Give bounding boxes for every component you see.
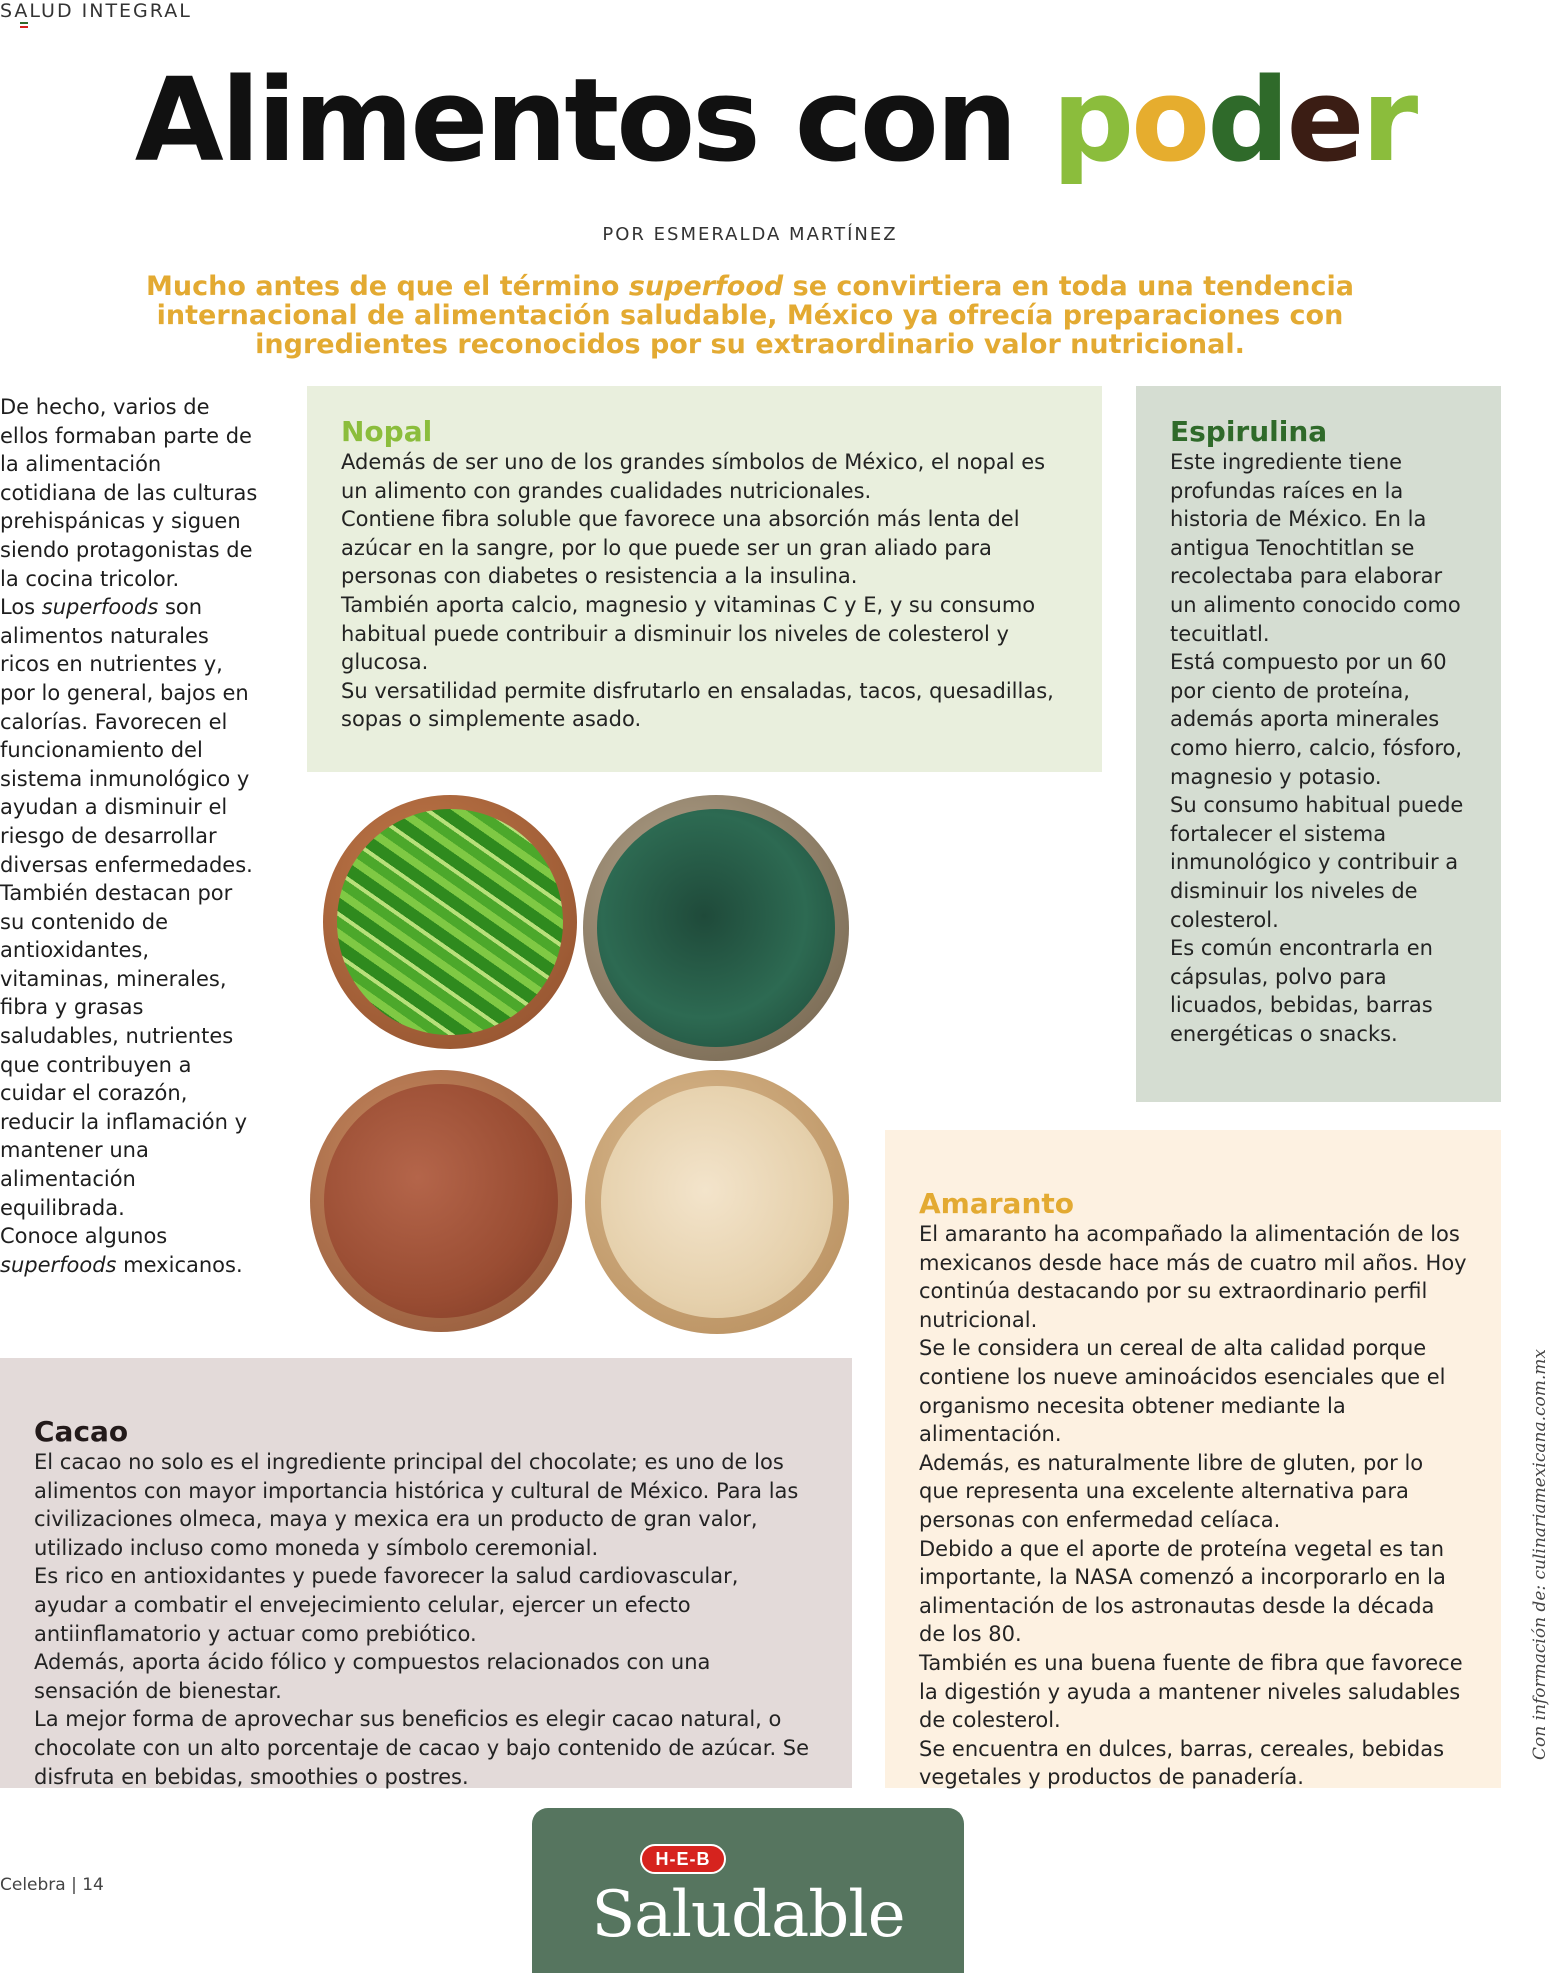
intro-paragraph (0, 593, 262, 879)
amaranto-paragraph: Además, es naturalmente libre de gluten, por lo que representa una excelente alternativa para personas con enfermedad celíaca. (919, 1450, 1424, 1532)
intro-paragraph (0, 1222, 262, 1279)
title-letter: p (1051, 54, 1132, 188)
espirulina-paragraph: Es común encontrarla en cápsulas, polvo para licuados, bebidas, barras energéticas o snacks. (1170, 936, 1433, 1046)
nopal-paragraph: Además de ser uno de los grandes símbolos de México, el nopal es un alimento con grandes cualidades nutricionales. (341, 450, 1046, 503)
mexico-flag-icon (20, 22, 28, 28)
amaranto-grains (601, 1086, 833, 1318)
byline: POR ESMERALDA MARTÍNEZ (602, 224, 898, 245)
intro-emphasis: superfoods (0, 1252, 117, 1277)
espirulina-paragraph: Su consumo habitual puede fortalecer el sistema inmunológico y contribuir a disminuir los niveles de colesterol. (1170, 793, 1464, 932)
intro-column (0, 393, 262, 1279)
page-title (0, 54, 1550, 188)
cacao-paragraph: Además, aporta ácido fólico y compuestos relacionados con una sensación de bienestar. (34, 1650, 711, 1703)
page-number: Celebra | 14 (0, 1875, 104, 1895)
intro-paragraph: De hecho, varios de ellos formaban parte de la alimentación cotidiana de las culturas prehispánicas y siguen siendo protagonistas de la cocina tricolor. (0, 395, 258, 591)
espirulina-heading: Espirulina (1170, 415, 1328, 448)
cacao-box (0, 1358, 852, 1788)
amaranto-paragraph: Se encuentra en dulces, barras, cereales, bebidas vegetales y productos de panadería. (919, 1736, 1445, 1790)
title-letter: e (1286, 54, 1362, 188)
brand-name: Saludable (591, 1878, 905, 1952)
source-credit-text: Con información de: culinariamexicana.com.mx (1530, 1349, 1550, 1760)
nopal-bowl-image (323, 795, 577, 1049)
nopal-paragraph: También aporta calcio, magnesio y vitaminas C y E, y su consumo habitual puede contribuir a disminuir los niveles de colesterol y glucosa. (341, 592, 1036, 675)
section-label: SALUD INTEGRAL (0, 0, 192, 22)
amaranto-paragraph: También es una buena fuente de fibra que favorece la digestión y ayuda a mantener niveles saludables de colesterol. (919, 1650, 1463, 1733)
title-text: Alimentos con (134, 54, 1052, 188)
nopal-pieces (337, 809, 563, 1035)
espirulina-paragraph: Está compuesto por un 60 por ciento de proteína, además aporta minerales como hierro, calcio, fósforo, magnesio y potasio. (1170, 650, 1463, 789)
title-letter: o (1131, 54, 1208, 188)
espirulina-paragraph: Este ingrediente tiene profundas raíces en la historia de México. En la antigua Tenochtitlan se recolectaba para elaborar un alimento conocido como tecuitlatl. (1170, 450, 1461, 646)
cacao-paragraph: La mejor forma de aprovechar sus beneficios es elegir cacao natural, o chocolate con un alto porcentaje de cacao y bajo contenido de azúcar. Se disfruta en bebidas, smoothies o postres. (34, 1707, 810, 1789)
cacao-paragraph: El cacao no solo es el ingrediente principal del chocolate; es uno de los alimentos con mayor importancia histórica y cultural de México. Para las civilizaciones olmeca, maya y mexica era un producto de gran valor, utilizado incluso como moneda y símbolo ceremonial. (34, 1450, 799, 1560)
lead-text: Mucho antes de que el término (146, 271, 629, 302)
source-credit (1528, 1340, 1550, 1760)
intro-emphasis: superfoods (41, 595, 159, 620)
intro-text: mexicanos. (116, 1252, 243, 1277)
intro-paragraph: También destacan por su contenido de antioxidantes, vitaminas, minerales, fibra y grasas saludables, nutrientes que contribuyen a cuidar el corazón, reducir la inflamación y mantener una alimentación equilibrada. (0, 881, 248, 1220)
espirulina-bowl-image (583, 795, 849, 1061)
heb-logo-badge: H-E-B (640, 1844, 726, 1874)
amaranto-paragraph: El amaranto ha acompañado la alimentación de los mexicanos desde hace más de cuatro mil años. Hoy continúa destacando por su extraordinario perfil nutricional. (919, 1222, 1467, 1332)
title-letter: d (1207, 54, 1287, 188)
amaranto-box (885, 1130, 1501, 1788)
cacao-powder (324, 1084, 558, 1318)
intro-text: Los (0, 595, 42, 620)
nopal-paragraph: Su versatilidad permite disfrutarlo en ensaladas, tacos, quesadillas, sopas o simplemente asado. (341, 678, 1054, 732)
cacao-bowl-image (310, 1070, 572, 1332)
lead-text: se convirtiera en toda una tendencia internacional de alimentación saludable, México ya ofrecía preparaciones con ingredientes reconocidos por su extraordinario valor nutricional. (156, 271, 1354, 360)
cacao-heading: Cacao (34, 1415, 129, 1448)
nopal-paragraph: Contiene fibra soluble que favorece una absorción más lenta del azúcar en la sangre, por lo que puede ser un gran aliado para personas con diabetes o resistencia a la insulina. (341, 507, 1020, 589)
amaranto-paragraph: Debido a que el aporte de proteína vegetal es tan importante, la NASA comenzó a incorporarlo en la alimentación de los astronautas desde la década de los 80. (919, 1536, 1446, 1647)
amaranto-heading: Amaranto (919, 1187, 1074, 1220)
amaranto-paragraph: Se le considera un cereal de alta calidad porque contiene los nueve aminoácidos esenciales que el organismo necesita obtener mediante la alimentación. (919, 1336, 1446, 1447)
amaranto-bowl-image (585, 1070, 849, 1334)
title-letter: r (1361, 54, 1416, 188)
cacao-paragraph: Es rico en antioxidantes y puede favorecer la salud cardiovascular, ayudar a combatir el envejecimiento celular, ejercer un efecto antiinflamatorio y actuar como prebiótico. (34, 1564, 739, 1646)
nopal-box (307, 386, 1102, 772)
espirulina-powder (597, 809, 835, 1047)
lead-paragraph (60, 272, 1440, 359)
espirulina-box (1136, 386, 1501, 1102)
lead-emphasis: superfood (628, 271, 784, 302)
intro-text: Conoce algunos (0, 1224, 168, 1249)
nopal-heading: Nopal (341, 415, 433, 448)
heb-saludable-logo (532, 1808, 964, 1973)
intro-text: son alimentos naturales ricos en nutrientes y, por lo general, bajos en calorías. Favorecen el funcionamiento del sistema inmunológico y ayudan a disminuir el riesgo de desarrollar diversas enfermedades. (0, 595, 253, 877)
